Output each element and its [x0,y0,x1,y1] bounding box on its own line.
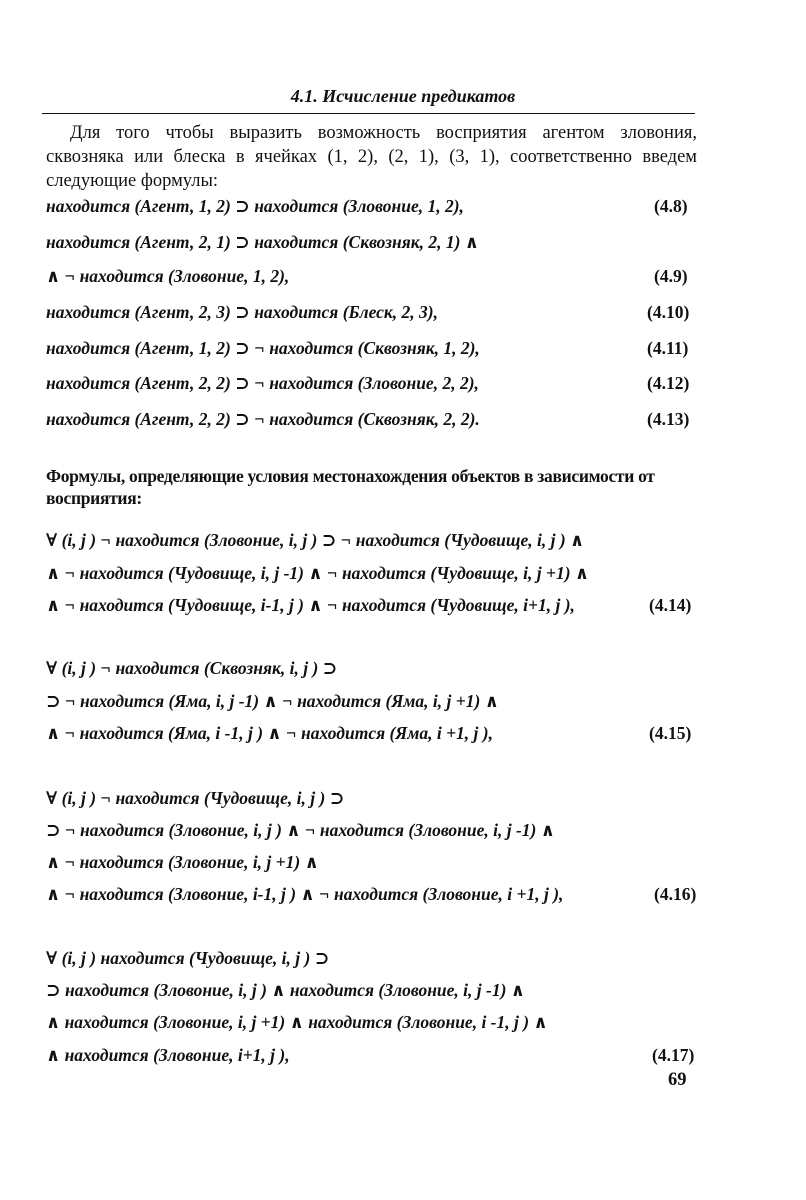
equation-number: (4.13) [647,409,690,429]
equation-number: (4.8) [654,196,688,216]
formula-line: находится (Агент, 2, 1) ⊃ находится (Сквозняк, 2, 1) ∧ [46,232,480,252]
formula-line: находится (Агент, 1, 2) ⊃ ¬ находится (Сквозняк, 1, 2), [46,338,480,358]
formula-line: ∧ ¬ находится (Чудовище, i-1, j ) ∧ ¬ находится (Чудовище, i+1, j ), [46,595,575,615]
equation-number: (4.12) [647,373,690,393]
equation-number: (4.16) [654,884,697,904]
running-head: 4.1. Исчисление предикатов [290,86,516,106]
page-number: 69 [668,1070,687,1090]
equation-number: (4.14) [649,595,692,615]
formula-line: ∧ находится (Зловоние, i, j +1) ∧ находится (Зловоние, i -1, j ) ∧ [46,1012,548,1032]
formula-line: ∧ ¬ находится (Зловоние, 1, 2), [46,266,290,286]
formula-line: находится (Агент, 2, 2) ⊃ ¬ находится (Сквозняк, 2, 2). [46,409,480,429]
formula-line: ∧ находится (Зловоние, i+1, j ), [46,1045,290,1065]
formula-line: находится (Агент, 2, 2) ⊃ ¬ находится (Зловоние, 2, 2), [46,373,479,393]
formula-line: ⊃ ¬ находится (Зловоние, i, j ) ∧ ¬ находится (Зловоние, i, j -1) ∧ [46,820,555,840]
equation-number: (4.9) [654,266,688,286]
formula-line: ∧ ¬ находится (Чудовище, i, j -1) ∧ ¬ находится (Чудовище, i, j +1) ∧ [46,563,590,583]
formula-line: ⊃ находится (Зловоние, i, j ) ∧ находится (Зловоние, i, j -1) ∧ [46,980,526,1000]
formula-line: ∀ (i, j ) ¬ находится (Сквозняк, i, j ) ⊃ [46,658,338,678]
formula-line: ∧ ¬ находится (Зловоние, i, j +1) ∧ [46,852,319,872]
formula-line: ∀ (i, j ) ¬ находится (Чудовище, i, j ) ⊃ [46,788,345,808]
formula-line: ∧ ¬ находится (Зловоние, i-1, j ) ∧ ¬ находится (Зловоние, i +1, j ), [46,884,564,904]
section-subheading: Формулы, определяющие условия местонахождения объектов в зависимости от восприятия: [46,466,655,508]
formula-line: ∀ (i, j ) ¬ находится (Зловоние, i, j ) ⊃ ¬ находится (Чудовище, i, j ) ∧ [46,530,585,550]
formula-line: ⊃ ¬ находится (Яма, i, j -1) ∧ ¬ находится (Яма, i, j +1) ∧ [46,691,499,711]
header-rule [42,113,695,114]
intro-paragraph: Для того чтобы выразить возможность восприятия агентом зловония, сквозняка или блеска в ячейках (1, 2), (2, 1), (3, 1), соответственно введем следующие формулы: [46,123,697,191]
equation-number: (4.10) [647,302,690,322]
equation-number: (4.15) [649,723,692,743]
formula-line: находится (Агент, 1, 2) ⊃ находится (Зловоние, 1, 2), [46,196,464,216]
formula-line: ∀ (i, j ) находится (Чудовище, i, j ) ⊃ [46,948,330,968]
formula-line: ∧ ¬ находится (Яма, i -1, j ) ∧ ¬ находится (Яма, i +1, j ), [46,723,493,743]
formula-line: находится (Агент, 2, 3) ⊃ находится (Блеск, 2, 3), [46,302,438,322]
equation-number: (4.11) [647,338,689,358]
equation-number: (4.17) [652,1045,695,1065]
